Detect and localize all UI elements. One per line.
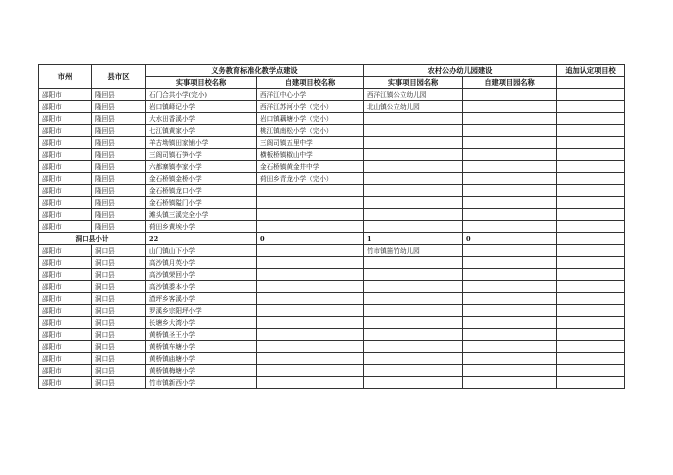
- cell-extra: [557, 101, 625, 113]
- cell-county: 洞口县: [92, 377, 146, 389]
- cell-kg-self: [463, 125, 557, 137]
- cell-school-self: [257, 377, 364, 389]
- cell-school-self: [257, 365, 364, 377]
- cell-city: 邵阳市: [39, 293, 92, 305]
- cell-county: 隆回县: [92, 125, 146, 137]
- cell-extra: [557, 89, 625, 101]
- cell-extra: [557, 269, 625, 281]
- header-group-school: 义务教育标准化教学点建设: [146, 65, 364, 77]
- cell-city: 邵阳市: [39, 173, 92, 185]
- cell-kg-gov: [364, 341, 463, 353]
- cell-school-gov: 七江镇黄家小学: [146, 125, 257, 137]
- cell-school-self: [257, 293, 364, 305]
- cell-school-gov: 金石桥镇隘门小学: [146, 197, 257, 209]
- cell-kg-self: [463, 257, 557, 269]
- cell-extra: [557, 329, 625, 341]
- cell-school-self: [257, 197, 364, 209]
- table-row: [39, 209, 625, 221]
- cell-county: 隆回县: [92, 209, 146, 221]
- subtotal-kg-self: 0: [463, 233, 557, 245]
- cell-school-self: [257, 209, 364, 221]
- cell-school-gov: 黄桥镇梅塘小学: [146, 365, 257, 377]
- cell-school-self: 桃江镇南松小学（完小）: [257, 125, 364, 137]
- cell-school-gov: 金石桥镇金桥小学: [146, 173, 257, 185]
- cell-kg-gov: [364, 221, 463, 233]
- cell-city: 邵阳市: [39, 281, 92, 293]
- cell-city: 邵阳市: [39, 269, 92, 281]
- cell-kg-gov: [364, 377, 463, 389]
- table-row: [39, 125, 625, 137]
- table-row: [39, 101, 625, 113]
- cell-school-gov: 高沙镇荣回小学: [146, 269, 257, 281]
- cell-kg-gov: [364, 197, 463, 209]
- cell-county: 洞口县: [92, 317, 146, 329]
- cell-school-gov: 竹市镇新西小学: [146, 377, 257, 389]
- cell-kg-self: [463, 269, 557, 281]
- table-row: [39, 269, 625, 281]
- cell-county: 隆回县: [92, 161, 146, 173]
- table-row: [39, 293, 625, 305]
- cell-kg-gov: [364, 125, 463, 137]
- table-row: [39, 317, 625, 329]
- cell-school-gov: 滩头镇三溪完全小学: [146, 209, 257, 221]
- cell-school-gov: 黄桥镇车塘小学: [146, 341, 257, 353]
- cell-county: 隆回县: [92, 173, 146, 185]
- cell-kg-gov: [364, 353, 463, 365]
- cell-school-self: 横板桥镇椒山中学: [257, 149, 364, 161]
- cell-city: 邵阳市: [39, 161, 92, 173]
- cell-city: 邵阳市: [39, 125, 92, 137]
- subtotal-extra: [557, 233, 625, 245]
- table-row: [39, 173, 625, 185]
- cell-extra: [557, 209, 625, 221]
- table-row: [39, 245, 625, 257]
- cell-county: 洞口县: [92, 245, 146, 257]
- cell-kg-self: [463, 353, 557, 365]
- cell-school-gov: 山门镇山下小学: [146, 245, 257, 257]
- cell-kg-self: [463, 173, 557, 185]
- cell-county: 洞口县: [92, 269, 146, 281]
- cell-city: 邵阳市: [39, 257, 92, 269]
- cell-kg-gov: [364, 269, 463, 281]
- cell-extra: [557, 365, 625, 377]
- cell-city: 邵阳市: [39, 377, 92, 389]
- header-extra-blank: [557, 77, 625, 89]
- cell-extra: [557, 317, 625, 329]
- cell-city: 邵阳市: [39, 113, 92, 125]
- cell-school-self: 金石桥镇黄金井中学: [257, 161, 364, 173]
- cell-kg-gov: [364, 161, 463, 173]
- table-row: [39, 329, 625, 341]
- subtotal-label: 洞口县小计: [39, 233, 146, 245]
- cell-extra: [557, 161, 625, 173]
- cell-city: 邵阳市: [39, 221, 92, 233]
- cell-extra: [557, 305, 625, 317]
- cell-city: 邵阳市: [39, 365, 92, 377]
- cell-school-self: [257, 341, 364, 353]
- cell-extra: [557, 377, 625, 389]
- cell-kg-self: [463, 317, 557, 329]
- cell-kg-self: [463, 113, 557, 125]
- cell-school-gov: 金石桥镇龙口小学: [146, 185, 257, 197]
- table-row: [39, 113, 625, 125]
- cell-school-gov: 渣坪乡客溪小学: [146, 293, 257, 305]
- cell-school-self: [257, 269, 364, 281]
- cell-county: 隆回县: [92, 149, 146, 161]
- cell-city: 邵阳市: [39, 185, 92, 197]
- cell-kg-gov: [364, 137, 463, 149]
- cell-kg-gov: [364, 257, 463, 269]
- cell-school-self: [257, 353, 364, 365]
- cell-school-gov: 高沙镇月英小学: [146, 257, 257, 269]
- table-row: [39, 365, 625, 377]
- cell-county: 洞口县: [92, 341, 146, 353]
- table-row: [39, 149, 625, 161]
- cell-extra: [557, 137, 625, 149]
- cell-kg-gov: 竹市镇笛竹幼儿园: [364, 245, 463, 257]
- table-row: [39, 341, 625, 353]
- cell-school-self: [257, 185, 364, 197]
- cell-county: 隆回县: [92, 185, 146, 197]
- cell-extra: [557, 221, 625, 233]
- cell-kg-self: [463, 209, 557, 221]
- cell-extra: [557, 293, 625, 305]
- cell-kg-self: [463, 365, 557, 377]
- cell-school-self: 西洋江苏河小学（完小）: [257, 101, 364, 113]
- cell-county: 隆回县: [92, 197, 146, 209]
- subtotal-school-self: 0: [257, 233, 364, 245]
- cell-extra: [557, 257, 625, 269]
- cell-extra: [557, 125, 625, 137]
- spreadsheet-page: [38, 64, 625, 389]
- cell-kg-self: [463, 185, 557, 197]
- cell-extra: [557, 281, 625, 293]
- cell-school-self: [257, 281, 364, 293]
- cell-city: 邵阳市: [39, 245, 92, 257]
- cell-kg-gov: [364, 209, 463, 221]
- cell-county: 洞口县: [92, 353, 146, 365]
- header-kg-gov: 实事项目园名称: [364, 77, 463, 89]
- header-kg-self: 自建项目园名称: [463, 77, 557, 89]
- cell-city: 邵阳市: [39, 197, 92, 209]
- cell-extra: [557, 173, 625, 185]
- cell-kg-gov: [364, 281, 463, 293]
- cell-county: 隆回县: [92, 101, 146, 113]
- cell-school-gov: 岩口镇峄记小学: [146, 101, 257, 113]
- table-row: [39, 305, 625, 317]
- cell-kg-gov: 北山镇公立幼儿园: [364, 101, 463, 113]
- cell-kg-gov: [364, 293, 463, 305]
- cell-kg-self: [463, 197, 557, 209]
- cell-county: 隆回县: [92, 137, 146, 149]
- cell-kg-self: [463, 161, 557, 173]
- cell-kg-self: [463, 377, 557, 389]
- cell-school-gov: 罗溪乡宗阳坪小学: [146, 305, 257, 317]
- cell-school-gov: 长塘乡大湾小学: [146, 317, 257, 329]
- cell-school-self: [257, 317, 364, 329]
- table-row: [39, 353, 625, 365]
- cell-city: 邵阳市: [39, 353, 92, 365]
- subtotal-row: [39, 233, 625, 245]
- cell-kg-self: [463, 221, 557, 233]
- cell-kg-self: [463, 329, 557, 341]
- cell-county: 洞口县: [92, 257, 146, 269]
- cell-county: 隆回县: [92, 89, 146, 101]
- table-row: [39, 89, 625, 101]
- table-row: [39, 161, 625, 173]
- cell-kg-self: [463, 137, 557, 149]
- cell-county: 隆回县: [92, 221, 146, 233]
- cell-city: 邵阳市: [39, 209, 92, 221]
- cell-kg-self: [463, 293, 557, 305]
- header-school-self: 自建项目校名称: [257, 77, 364, 89]
- cell-kg-gov: [364, 365, 463, 377]
- table-row: [39, 185, 625, 197]
- cell-school-self: 西洋江中心小学: [257, 89, 364, 101]
- cell-county: 洞口县: [92, 281, 146, 293]
- table-row: [39, 281, 625, 293]
- cell-county: 洞口县: [92, 365, 146, 377]
- cell-county: 洞口县: [92, 329, 146, 341]
- cell-school-self: [257, 245, 364, 257]
- cell-kg-gov: [364, 329, 463, 341]
- project-table: [38, 64, 625, 389]
- cell-school-self: [257, 329, 364, 341]
- cell-school-gov: 高沙镇黍本小学: [146, 281, 257, 293]
- cell-kg-gov: [364, 305, 463, 317]
- table-row: [39, 377, 625, 389]
- cell-school-gov: 六都寨镇李家小学: [146, 161, 257, 173]
- cell-extra: [557, 185, 625, 197]
- cell-county: 隆回县: [92, 113, 146, 125]
- table-row: [39, 137, 625, 149]
- cell-school-self: [257, 257, 364, 269]
- cell-school-gov: 三阁司镇石笋小学: [146, 149, 257, 161]
- cell-kg-self: [463, 305, 557, 317]
- cell-school-self: [257, 305, 364, 317]
- header-school-gov: 实事项目校名称: [146, 77, 257, 89]
- table-row: [39, 257, 625, 269]
- cell-school-gov: 黄桥镇圣王小学: [146, 329, 257, 341]
- cell-city: 邵阳市: [39, 305, 92, 317]
- cell-extra: [557, 245, 625, 257]
- cell-extra: [557, 113, 625, 125]
- cell-school-self: [257, 221, 364, 233]
- cell-county: 洞口县: [92, 305, 146, 317]
- cell-school-gov: 大水田香溪小学: [146, 113, 257, 125]
- cell-kg-gov: 西洋江镇公立幼儿园: [364, 89, 463, 101]
- cell-school-self: 三阁司镇五里中学: [257, 137, 364, 149]
- cell-kg-self: [463, 281, 557, 293]
- cell-kg-self: [463, 101, 557, 113]
- cell-school-gov: 羊古坳镇田家铺小学: [146, 137, 257, 149]
- subtotal-school-gov: 22: [146, 233, 257, 245]
- cell-kg-self: [463, 89, 557, 101]
- header-extra: 追加认定项目校: [557, 65, 625, 77]
- cell-city: 邵阳市: [39, 89, 92, 101]
- cell-school-self: 荷田乡青龙小学（完小）: [257, 173, 364, 185]
- table-row: [39, 221, 625, 233]
- cell-school-gov: 石门合共小学(完小): [146, 89, 257, 101]
- cell-city: 邵阳市: [39, 341, 92, 353]
- cell-kg-gov: [364, 317, 463, 329]
- cell-city: 邵阳市: [39, 149, 92, 161]
- cell-kg-gov: [364, 173, 463, 185]
- cell-extra: [557, 341, 625, 353]
- cell-city: 邵阳市: [39, 101, 92, 113]
- cell-kg-gov: [364, 185, 463, 197]
- cell-school-gov: 荷田乡黄埃小学: [146, 221, 257, 233]
- cell-city: 邵阳市: [39, 137, 92, 149]
- cell-school-gov: 黄桥镇庙塘小学: [146, 353, 257, 365]
- subtotal-kg-gov: 1: [364, 233, 463, 245]
- cell-kg-self: [463, 245, 557, 257]
- cell-kg-gov: [364, 149, 463, 161]
- cell-kg-self: [463, 341, 557, 353]
- cell-extra: [557, 197, 625, 209]
- cell-city: 邵阳市: [39, 329, 92, 341]
- cell-city: 邵阳市: [39, 317, 92, 329]
- table-row: [39, 197, 625, 209]
- cell-extra: [557, 353, 625, 365]
- header-city: 市州: [39, 65, 92, 89]
- cell-county: 洞口县: [92, 293, 146, 305]
- cell-extra: [557, 149, 625, 161]
- header-county: 县市区: [92, 65, 146, 89]
- cell-kg-self: [463, 149, 557, 161]
- cell-kg-gov: [364, 113, 463, 125]
- cell-school-self: 岩口镇藕塘小学（完小）: [257, 113, 364, 125]
- header-group-kindergarten: 农村公办幼儿园建设: [364, 65, 557, 77]
- header-row-1: [39, 65, 625, 77]
